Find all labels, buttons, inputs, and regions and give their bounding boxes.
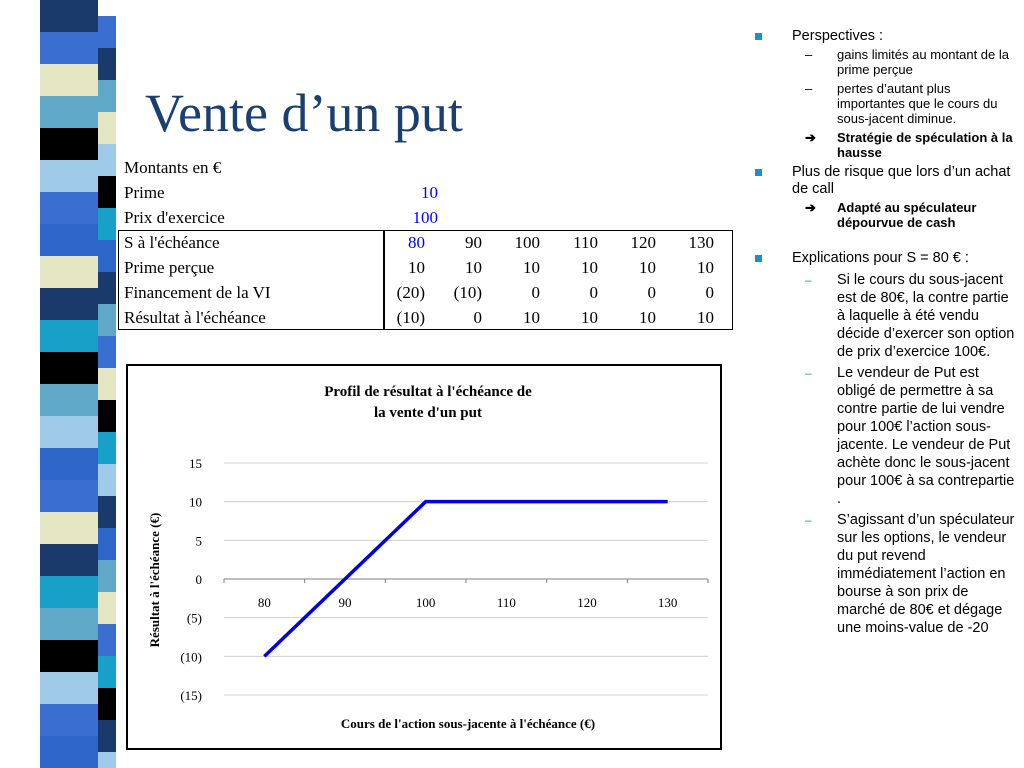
stripe-block <box>40 352 98 385</box>
table-header-label: Prime <box>124 183 165 202</box>
stripe-block <box>40 384 98 417</box>
stripe-block <box>98 176 116 209</box>
stripe-block <box>40 160 98 193</box>
chart-title-line-1: Profil de résultat à l'échéance de <box>324 384 532 400</box>
bullet-text: Explications pour S = 80 € : <box>792 250 969 266</box>
stripe-block <box>40 576 98 609</box>
table-row-label: Résultat à l'échéance <box>124 308 266 327</box>
sub-bullet-text: gains limités au montant de la prime perçue <box>837 47 1009 77</box>
stripe-block <box>40 608 98 641</box>
stripe-block <box>40 704 98 737</box>
stripe-block <box>40 32 98 65</box>
arrow-bullet-icon: ➔ <box>805 130 816 145</box>
x-tick-label: 110 <box>496 595 516 610</box>
sub-bullet-text: S’agissant d’un spéculateur sur les options, le vendeur du put revend immédiatement l’action en bourse à son prix de marché de 80€ et dégage une moins-value de -20 <box>837 512 1015 636</box>
stripe-block <box>40 256 98 289</box>
table-cell: 0 <box>531 283 540 302</box>
stripe-block <box>40 288 98 321</box>
table-row-label: S à l'échéance <box>124 233 220 252</box>
y-tick-label: (5) <box>186 610 202 626</box>
table-cell: 80 <box>408 233 425 252</box>
dash-bullet-icon: – <box>805 513 812 527</box>
y-tick-label: (10) <box>180 649 202 665</box>
chart-title-line-2: la vente d'un put <box>374 405 482 421</box>
stripe-block <box>98 144 116 177</box>
x-tick-label: 120 <box>577 595 597 610</box>
x-tick-label: 130 <box>657 595 678 610</box>
stripe-block <box>98 720 116 753</box>
stripe-block <box>40 128 98 161</box>
bullet-text: Plus de risque que lors d’un achat de call <box>792 164 1011 197</box>
stripe-block <box>98 112 116 145</box>
stripe-block <box>98 752 116 768</box>
stripe-block <box>98 272 116 305</box>
table-cell: (10) <box>396 308 425 327</box>
stripe-block <box>40 64 98 97</box>
table-header-value: 100 <box>412 208 438 227</box>
sub-bullet-item <box>752 200 1020 230</box>
sub-bullet-item <box>752 364 1020 508</box>
stripe-block <box>98 368 116 401</box>
bullet-item <box>752 250 1020 267</box>
bullet-list <box>752 28 1020 640</box>
stripe-block <box>98 464 116 497</box>
slide-title: Vente d’un put <box>145 83 463 143</box>
table-row <box>118 305 733 330</box>
square-bullet-icon <box>755 255 762 262</box>
stripe-block <box>98 400 116 433</box>
sub-bullet-text: Si le cours du sous-jacent est de 80€, la contre partie à laquelle à été vendu décide d’exercer son option de prix d’exercice 100€. <box>837 272 1015 360</box>
table-cell: 10 <box>639 308 656 327</box>
stripe-block <box>98 48 116 81</box>
table-cell: 0 <box>705 283 714 302</box>
x-tick-label: 100 <box>415 595 436 610</box>
table-cell: (10) <box>453 283 482 302</box>
dash-bullet-icon: – <box>805 47 813 62</box>
stripe-block <box>98 80 116 113</box>
stripe-block <box>98 304 116 337</box>
y-tick-label: 10 <box>189 494 202 510</box>
table-cell: 10 <box>639 258 656 277</box>
sub-bullet-item <box>752 130 1020 160</box>
stripe-block <box>98 528 116 561</box>
sub-bullet-item <box>752 271 1020 361</box>
stripe-block <box>40 416 98 449</box>
table-cell: 100 <box>514 233 540 252</box>
table-cell: 0 <box>589 283 598 302</box>
square-bullet-icon <box>755 33 762 40</box>
bullet-item <box>752 28 1020 45</box>
table-cell: 90 <box>465 233 482 252</box>
table-row <box>118 230 733 255</box>
x-axis-label: Cours de l'action sous-jacente à l'échéance (€) <box>340 716 596 731</box>
stripe-block <box>40 192 98 225</box>
sub-bullet-text: Adapté au spéculateur dépourvue de cash <box>837 200 977 230</box>
stripe-block <box>40 448 98 481</box>
table-row <box>118 280 733 305</box>
stripe-block <box>40 480 98 513</box>
table-header-row <box>118 205 448 230</box>
y-tick-label: (15) <box>180 688 202 703</box>
y-axis-label: Résultat à l'échéance (€) <box>147 512 162 648</box>
table-cell: 10 <box>581 258 598 277</box>
table-cell: 10 <box>465 258 482 277</box>
stripe-block <box>40 544 98 577</box>
stripe-block <box>40 512 98 545</box>
table-header-value: 10 <box>421 183 438 202</box>
table-cell: 120 <box>630 233 656 252</box>
stripe-block <box>40 96 98 129</box>
dash-bullet-icon: – <box>805 273 812 287</box>
table-cell: 10 <box>523 308 540 327</box>
table-cell: 10 <box>408 258 425 277</box>
stripe-block <box>98 240 116 273</box>
stripe-block <box>40 672 98 705</box>
dash-bullet-icon: – <box>805 366 812 380</box>
sub-bullet-item <box>752 81 1020 126</box>
sub-bullet-item <box>752 47 1020 77</box>
table-row-label: Prime perçue <box>124 258 215 277</box>
stripe-block <box>98 592 116 625</box>
table-header-row <box>118 155 448 180</box>
stripe-block <box>98 560 116 593</box>
sub-bullet-text: Le vendeur de Put est obligé de permettre à sa contre partie de lui vendre pour 100€ l’action sous-jacente. Le vendeur de Put achète donc le sous-jacent pour 100€ à sa contrepartie . <box>837 365 1015 507</box>
stripe-block <box>98 16 116 49</box>
x-tick-label: 90 <box>338 595 352 610</box>
table-cell: (20) <box>396 283 425 302</box>
stripe-block <box>40 0 98 33</box>
decorative-stripe <box>0 0 118 768</box>
table-cell: 10 <box>697 308 714 327</box>
stripe-block <box>40 640 98 673</box>
stripe-block <box>98 624 116 657</box>
table-cell: 110 <box>573 233 598 252</box>
y-tick-label: 15 <box>189 456 202 471</box>
stripe-block <box>98 496 116 529</box>
sub-bullet-text: Stratégie de spéculation à la hausse <box>837 130 1013 160</box>
stripe-block <box>98 432 116 465</box>
table-cell: 10 <box>697 258 714 277</box>
sub-bullet-item <box>752 511 1020 637</box>
stripe-block <box>98 336 116 369</box>
table-cell: 130 <box>688 233 714 252</box>
table-header-row <box>118 180 448 205</box>
table-header-label: Prix d'exercice <box>124 208 225 227</box>
table-row <box>118 255 733 280</box>
table-header-label: Montants en € <box>124 158 222 177</box>
stripe-block <box>40 320 98 353</box>
stripe-block <box>40 736 98 768</box>
table-row-label: Financement de la VI <box>124 283 271 302</box>
payoff-chart <box>128 366 720 748</box>
stripe-block <box>98 688 116 721</box>
stripe-block <box>40 224 98 257</box>
dash-bullet-icon: – <box>805 81 813 96</box>
y-tick-label: 0 <box>195 572 202 587</box>
arrow-bullet-icon: ➔ <box>805 200 816 215</box>
sub-bullet-text: pertes d’autant plus importantes que le cours du sous-jacent diminue. <box>837 81 998 126</box>
stripe-block <box>98 208 116 241</box>
bullet-item <box>752 164 1020 198</box>
table-cell: 10 <box>523 258 540 277</box>
table-cell: 10 <box>581 308 598 327</box>
stripe-block <box>98 656 116 689</box>
square-bullet-icon <box>755 169 762 176</box>
x-tick-label: 80 <box>257 595 271 610</box>
table-cell: 0 <box>473 308 482 327</box>
bullet-text: Perspectives : <box>792 28 884 44</box>
chart-frame <box>126 364 722 750</box>
y-tick-label: 5 <box>195 533 202 549</box>
table-cell: 0 <box>647 283 656 302</box>
